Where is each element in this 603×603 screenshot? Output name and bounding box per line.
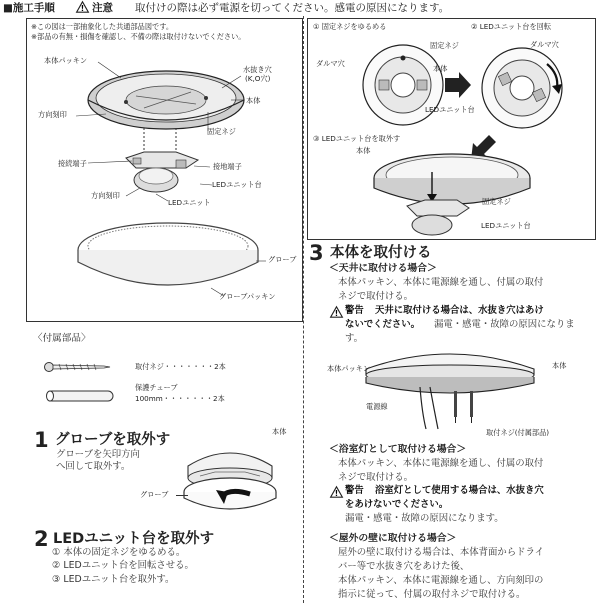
step2-line-1: ① 本体の固定ネジをゆるめる。 — [52, 547, 186, 558]
step2-number: 2 — [34, 527, 49, 551]
step3-title: 本体を取付ける — [330, 245, 432, 261]
warning-1-tail: 漏電・感電・故障の原因になりま — [434, 319, 575, 330]
label-direction-mark: 方向刻印 — [38, 110, 67, 119]
warning-2-line-3: 漏電・感電・故障の原因になります。 — [345, 513, 504, 524]
warning-label-1: 警告 — [345, 305, 364, 316]
caution-text: 取付けの際は必ず電源を切ってください。感電の原因になります。 — [135, 2, 450, 14]
label-body-3: 本体 — [552, 361, 567, 370]
warning-2-line-1: 浴室灯として使用する場合は、水抜き穴 — [375, 485, 544, 496]
svg-text:!: ! — [80, 4, 85, 13]
label-led-unit: LEDユニット — [168, 198, 211, 207]
part-tube-label: 保護チューブ — [135, 383, 178, 392]
label-connection-terminal: 接続端子 — [58, 159, 87, 168]
label-drain-hole-sub: (K,O穴) — [245, 74, 271, 83]
bathroom-text-1: 本体パッキン、本体に電源線を通し、付属の取付 — [338, 458, 544, 469]
subheading-outdoor: ＜屋外の壁に取付ける場合＞ — [329, 533, 457, 544]
warning-1-line-3: す。 — [345, 333, 363, 344]
warning-1-line-2: ないでください。 — [345, 319, 421, 330]
label-keyhole-2: ダルマ穴 — [316, 59, 345, 68]
label-body-r2: 本体 — [356, 146, 371, 155]
label-body: 本体 — [246, 96, 261, 105]
leader-line — [176, 495, 188, 496]
ceiling-install-diagram — [360, 343, 540, 435]
warning-label-2: 警告 — [345, 485, 364, 496]
label-led-unit-base-r2: LEDユニット台 — [481, 221, 531, 230]
caption-remove-base: ③ LEDユニット台を取外す — [313, 134, 401, 143]
label-led-unit-base-r: LEDユニット台 — [425, 105, 475, 114]
label-ground-terminal: 接地端子 — [213, 162, 242, 171]
label-direction-mark-2: 方向刻印 — [91, 191, 120, 200]
label-globe: グローブ — [268, 255, 297, 264]
globe-removal-diagram — [180, 436, 280, 516]
step1-text-2: へ回して取外す。 — [56, 461, 131, 472]
step2-line-2: ② LEDユニット台を回転させる。 — [52, 560, 194, 571]
label-body-r: 本体 — [433, 64, 448, 73]
caption-rotate-base: ② LEDユニット台を回転 — [471, 22, 552, 31]
step2-title: LEDユニット台を取外す — [53, 531, 215, 547]
step1-title: グローブを取外す — [55, 432, 171, 448]
part-tube-sub: 100mm・・・・・・・2本 — [135, 394, 225, 403]
outdoor-text-2: バー等で水抜き穴をあけた後、 — [338, 561, 470, 572]
ceiling-text-2: ネジで取付ける。 — [338, 291, 414, 302]
label-power-line: 電源線 — [366, 402, 388, 411]
label-body-packing: 本体パッキン — [44, 56, 88, 65]
label-keyhole-1: ダルマ穴 — [530, 40, 559, 49]
warning-2-line-2: をあけないでください。 — [345, 499, 449, 510]
svg-text:!: ! — [334, 309, 339, 318]
section-title: ■施工手順 — [3, 2, 55, 14]
label-globe-packing: グローブパッキン — [219, 292, 276, 301]
protection-tube-icon — [44, 389, 118, 405]
label-body-packing-3: 本体パッキン — [327, 364, 371, 373]
label-drain-hole: 水抜き穴 — [243, 65, 272, 74]
step1-text-1: グローブを矢印方向 — [56, 449, 140, 460]
step1-label-body: 本体 — [272, 427, 287, 436]
subheading-bathroom: ＜浴室灯として取付ける場合＞ — [329, 444, 467, 455]
svg-text:!: ! — [334, 489, 339, 498]
outdoor-text-4: 指示に従って、付属の取付ネジで取付ける。 — [338, 589, 526, 600]
label-fixing-screw: 固定ネジ — [207, 127, 236, 136]
label-fixing-screw-r: 固定ネジ — [430, 41, 459, 50]
part-screw-label: 取付ネジ・・・・・・・2本 — [135, 362, 226, 371]
ceiling-text-1: 本体パッキン、本体に電源線を通し、付属の取付 — [338, 277, 544, 288]
step3-number: 3 — [309, 241, 324, 265]
screw-icon — [44, 360, 114, 376]
parts-title: 〈付属部品〉 — [33, 333, 91, 344]
bathroom-text-2: ネジで取付ける。 — [338, 472, 414, 483]
subheading-ceiling: ＜天井に取付ける場合＞ — [329, 263, 437, 274]
step2-line-3: ③ LEDユニット台を取外す。 — [52, 574, 175, 585]
label-mount-screw: 取付ネジ(付属部品) — [486, 428, 550, 437]
outdoor-text-3: 本体パッキン、本体に電源線を通し、方向刻印の — [338, 575, 544, 586]
step1-label-globe: グローブ — [140, 490, 169, 499]
label-fixing-screw-r2: 固定ネジ — [482, 197, 511, 206]
outdoor-text-1: 屋外の壁に取付ける場合は、本体背面からドライ — [338, 547, 544, 558]
warning-1-line-1: 天井に取付ける場合は、水抜き穴はあけ — [375, 305, 544, 316]
column-divider — [303, 16, 304, 603]
caption-loosen-screw: ① 固定ネジをゆるめる — [313, 22, 387, 31]
diagram-note-1: ※この図は一部抽象化した共通部品図です。 — [31, 22, 174, 31]
caution-label: 注意 — [92, 2, 113, 14]
label-led-unit-base: LEDユニット台 — [212, 180, 262, 189]
diagram-note-2: ※部品の有無・損傷を確認し、不備の際は取付けないでください。 — [31, 32, 246, 41]
step1-number: 1 — [34, 428, 49, 452]
